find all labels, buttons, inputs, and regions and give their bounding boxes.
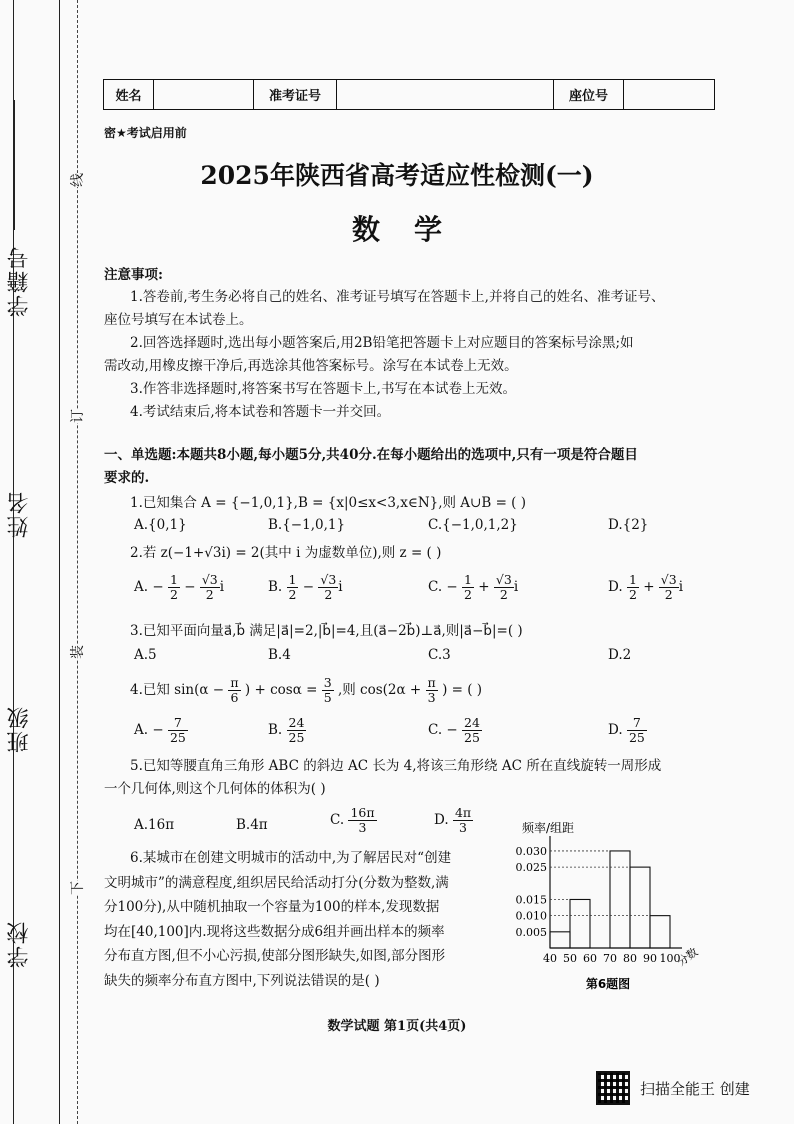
- histogram-bar: [550, 932, 570, 948]
- fraction: $\frac{\pi}{6}$: [230, 675, 239, 705]
- seat-cell-label: 座位号: [554, 80, 624, 109]
- x-tick-label: 80: [623, 952, 637, 965]
- histogram-bar: [610, 851, 630, 948]
- q6-stem-line: 分100分),从中随机抽取一个容量为100的样本,发现数据: [104, 899, 440, 915]
- binding-mark-bind: 装: [65, 645, 89, 659]
- section-heading: [104, 444, 724, 490]
- q3-option-d: D.2: [608, 647, 632, 663]
- fraction: $\frac{1}{2}$: [464, 572, 472, 602]
- notice-item: 2.回答选择题时,选出每小题答案后,用2B铅笔把答题卡上对应题目的答案标号涂黑;如: [130, 335, 634, 351]
- fraction: $\frac{√3}{2}$: [660, 572, 677, 602]
- fraction: $\frac{\pi}{3}$: [427, 675, 436, 705]
- q1-option-c: C.{−1,0,1,2}: [428, 517, 518, 533]
- q6-stem-line: 分布直方图,但不小心污损,使部分图形缺失,如图,部分图形: [104, 948, 446, 964]
- exam-title: 2025年陕西省高考适应性检测(一): [200, 161, 594, 190]
- subject-title: 数学: [351, 213, 476, 246]
- q5-option-d: D. $\frac{4\pi}{3}$: [434, 805, 472, 835]
- q5-stem: [104, 755, 724, 801]
- x-tick-label: 40: [543, 952, 557, 965]
- notice-item: 1.答卷前,考生务必将自己的姓名、准考证号填写在答题卡上,并将自己的姓名、准考证号、: [130, 289, 665, 305]
- fraction: $\frac{7}{25}$: [169, 715, 186, 745]
- q3-option-c: C.3: [428, 647, 451, 663]
- binding-mark-line: 线: [65, 173, 89, 187]
- q5-stem-line: 5.已知等腰直角三角形 ABC 的斜边 AC 长为 4,将该三角形绕 AC 所在直线旋转一周形成: [130, 758, 662, 774]
- q5-option-c: C. $\frac{16\pi}{3}$: [330, 805, 375, 835]
- q6-histogram: [508, 818, 728, 994]
- notice-item: 座位号填写在本试卷上。: [104, 312, 253, 328]
- q6-stem-line: 6.某城市在创建文明城市的活动中,为了解居民对“创建: [130, 850, 452, 866]
- student-id-label: 学籍号: [7, 245, 32, 317]
- q5-option-a: A.16π: [134, 817, 175, 833]
- fraction: $\frac{1}{2}$: [169, 572, 178, 602]
- q1-option-b: B.{−1,0,1}: [268, 517, 346, 533]
- notice-heading: 注意事项:: [104, 267, 163, 283]
- fraction: $\frac{√3}{2}$: [495, 572, 512, 602]
- q4-option-d: D. $\frac{7}{25}$: [608, 715, 645, 745]
- q6-stem: [104, 846, 504, 993]
- fraction: $\frac{1}{2}$: [288, 572, 297, 602]
- fraction: $\frac{√3}{2}$: [320, 572, 337, 602]
- y-tick-label: 0.030: [515, 844, 547, 858]
- x-tick-label: 60: [583, 952, 597, 965]
- candidate-info-table: [103, 79, 715, 110]
- histogram-bar: [630, 867, 650, 948]
- chart-caption: 第6题图: [585, 977, 631, 991]
- seat-input-cell[interactable]: [624, 80, 714, 109]
- q5-option-b: B.4π: [236, 817, 268, 833]
- section-heading-line: 要求的.: [104, 470, 150, 486]
- fraction: $\frac{24}{25}$: [288, 715, 305, 745]
- fraction: $\frac{4\pi}{3}$: [454, 805, 472, 835]
- q4-option-b: B. $\frac{24}{25}$: [268, 715, 305, 745]
- qr-code-icon: [596, 1071, 630, 1105]
- q3-option-b: B.4: [268, 647, 291, 663]
- fraction: $\frac{16\pi}{3}$: [350, 805, 375, 835]
- q4-option-a: A. − $\frac{7}{25}$: [134, 715, 186, 745]
- q2-option-d: D. $\frac{1}{2}$ + $\frac{√3}{2}$ i: [608, 572, 684, 602]
- q1-stem: 1.已知集合 A = {−1,0,1},B = {x|0≤x<3,x∈N},则 A∪B = ( ): [130, 495, 527, 511]
- exam-no-cell-label: 准考证号: [254, 80, 337, 109]
- x-tick-label: 70: [603, 952, 617, 965]
- q2-option-a: A. − $\frac{1}{2}$ − $\frac{√3}{2}$ i: [134, 572, 225, 602]
- notice-item: 需改动,用橡皮擦干净后,再选涂其他答案标号。涂写在本试卷上无效。: [104, 358, 518, 374]
- q6-stem-line: 文明城市”的满意程度,组织居民给活动打分(分数为整数,满: [104, 874, 449, 891]
- q3-stem: 3.已知平面向量a⃗,b⃗ 满足|a⃗|=2,|b⃗|=4,且(a⃗−2b⃗)⊥a⃗,则|a⃗−b⃗|=( ): [130, 623, 523, 639]
- q6-stem-line: 均在[40,100]内.现将这些数据分成6组并画出样本的频率: [104, 923, 445, 940]
- notice-item: 3.作答非选择题时,将答案书写在答题卡上,书写在本试卷上无效。: [130, 381, 516, 397]
- q1-option-d: D.{2}: [608, 517, 649, 533]
- fraction: $\frac{√3}{2}$: [201, 572, 218, 602]
- watermark-text: 扫描全能王 创建: [640, 1079, 750, 1098]
- q2-stem: 2.若 z(−1+√3i) = 2(其中 i 为虚数单位),则 z = ( ): [130, 545, 442, 561]
- x-tick-label: 50: [563, 952, 577, 965]
- school-label: 学校: [7, 920, 32, 968]
- name-input-cell[interactable]: [154, 80, 254, 109]
- histogram-bar: [650, 916, 670, 948]
- q3-option-a: A.5: [134, 647, 157, 663]
- q2-a-label: A. −: [134, 578, 164, 595]
- q1-option-a: A.{0,1}: [134, 517, 187, 533]
- q6-stem-line: 缺失的频率分布直方图中,下列说法错误的是( ): [104, 972, 380, 989]
- q2-option-c: C. − $\frac{1}{2}$ + $\frac{√3}{2}$ i: [428, 572, 519, 602]
- q4-stem: 4.已知 sin(α − $\frac{\pi}{6}$ ) + cosα = $\frac{3}{5}$ ,则 cos(2α + $\frac{\pi}{3}$ ) = ( ): [130, 675, 483, 705]
- y-tick-label: 0.025: [515, 861, 547, 875]
- exam-no-input-cell[interactable]: [337, 80, 554, 109]
- name-label: 姓名: [7, 490, 32, 538]
- secret-mark: 密★考试启用前: [104, 126, 187, 140]
- y-axis-label: 频率/组距: [522, 821, 575, 835]
- q2-option-b: B. $\frac{1}{2}$ − $\frac{√3}{2}$ i: [268, 572, 343, 602]
- page-footer: 数学试题 第1页(共4页): [327, 1019, 467, 1034]
- x-tick-label: 90: [643, 952, 657, 965]
- name-cell-label: 姓名: [104, 80, 154, 109]
- histogram-bar: [570, 899, 590, 948]
- binding-mark-below: 下: [65, 881, 89, 895]
- binding-mark-staple: 订: [65, 409, 89, 423]
- section-heading-line: 一、单选题:本题共8小题,每小题5分,共40分.在每小题给出的选项中,只有一项是符合题目: [104, 447, 638, 463]
- y-tick-label: 0.005: [515, 925, 547, 939]
- fraction: $\frac{7}{25}$: [628, 715, 645, 745]
- y-tick-label: 0.010: [515, 909, 547, 923]
- class-label: 班级: [7, 705, 32, 753]
- notice-item: 4.考试结束后,将本试卷和答题卡一并交回。: [130, 404, 391, 420]
- y-tick-label: 0.015: [515, 893, 547, 907]
- q4-option-c: C. − $\frac{24}{25}$: [428, 715, 480, 745]
- scanner-watermark: [596, 1071, 750, 1105]
- q5-stem-line: 一个几何体,则这个几何体的体积为( ): [104, 781, 326, 797]
- notice-list: [104, 286, 716, 424]
- x-tick-label: 100: [659, 952, 681, 965]
- fraction: $\frac{3}{5}$: [323, 675, 332, 705]
- fraction: $\frac{1}{2}$: [628, 572, 637, 602]
- x-axis-label: 分数: [674, 945, 701, 969]
- fraction: $\frac{24}{25}$: [464, 715, 480, 745]
